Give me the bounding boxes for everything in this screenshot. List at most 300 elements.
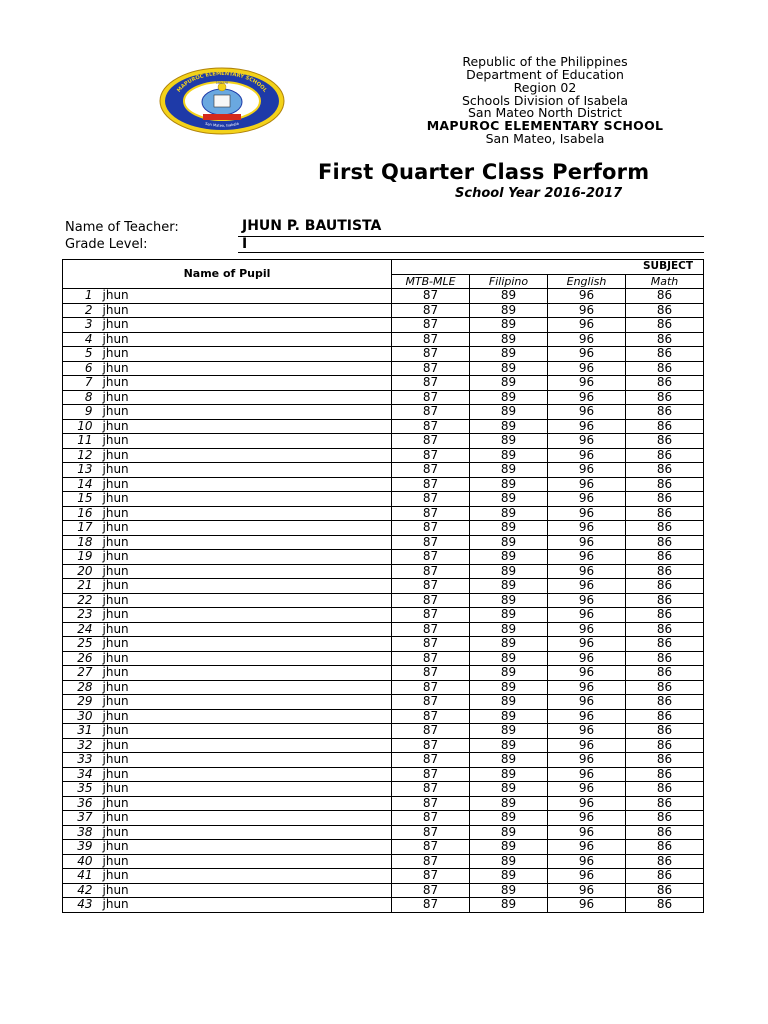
- score-cell: 96: [548, 361, 626, 376]
- row-number: 11: [63, 434, 101, 449]
- score-cell: 86: [626, 289, 704, 304]
- score-cell: 86: [626, 767, 704, 782]
- score-cell: 86: [626, 753, 704, 768]
- table-row: [63, 521, 704, 536]
- score-cell: 89: [470, 753, 548, 768]
- header-town: San Mateo, Isabela: [485, 131, 605, 146]
- table-row: [63, 448, 704, 463]
- subject-column-header: English: [548, 274, 626, 289]
- score-cell: 89: [470, 376, 548, 391]
- table-row: [63, 390, 704, 405]
- seal-ring-text: MAPUROC ELEMENTARY SCHOOL: [176, 70, 268, 94]
- pupil-name: jhun: [101, 535, 392, 550]
- score-cell: 96: [548, 883, 626, 898]
- pupil-name: jhun: [101, 289, 392, 304]
- pupil-name: jhun: [101, 869, 392, 884]
- header-department: Department of Education: [466, 67, 624, 82]
- score-cell: 89: [470, 695, 548, 710]
- score-cell: 87: [392, 521, 470, 536]
- score-cell: 96: [548, 303, 626, 318]
- score-cell: 86: [626, 622, 704, 637]
- score-cell: 96: [548, 477, 626, 492]
- score-cell: 86: [626, 608, 704, 623]
- pupil-name: jhun: [101, 318, 392, 333]
- pupil-name: jhun: [101, 738, 392, 753]
- score-cell: 86: [626, 405, 704, 420]
- row-number: 10: [63, 419, 101, 434]
- name-of-pupil-header: Name of Pupil: [63, 260, 392, 289]
- row-number: 27: [63, 666, 101, 681]
- pupil-name: jhun: [101, 434, 392, 449]
- table-row: [63, 622, 704, 637]
- score-cell: 89: [470, 419, 548, 434]
- score-cell: 86: [626, 564, 704, 579]
- score-cell: 87: [392, 608, 470, 623]
- score-cell: 87: [392, 695, 470, 710]
- table-row: [63, 767, 704, 782]
- table-row: [63, 361, 704, 376]
- table-row: [63, 434, 704, 449]
- score-cell: 96: [548, 680, 626, 695]
- pupil-name: jhun: [101, 463, 392, 478]
- score-cell: 89: [470, 738, 548, 753]
- score-cell: 87: [392, 347, 470, 362]
- row-number: 21: [63, 579, 101, 594]
- score-cell: 87: [392, 390, 470, 405]
- score-cell: 86: [626, 724, 704, 739]
- score-cell: 86: [626, 709, 704, 724]
- score-cell: 87: [392, 332, 470, 347]
- table-row: [63, 608, 704, 623]
- pupil-name: jhun: [101, 854, 392, 869]
- score-cell: 89: [470, 347, 548, 362]
- score-cell: 96: [548, 637, 626, 652]
- pupil-name: jhun: [101, 796, 392, 811]
- score-cell: 87: [392, 303, 470, 318]
- table-row: [63, 637, 704, 652]
- table-row: [63, 463, 704, 478]
- score-cell: 86: [626, 303, 704, 318]
- score-cell: 89: [470, 825, 548, 840]
- score-cell: 87: [392, 738, 470, 753]
- row-number: 16: [63, 506, 101, 521]
- score-cell: 96: [548, 767, 626, 782]
- table-row: [63, 680, 704, 695]
- row-number: 26: [63, 651, 101, 666]
- pupil-name: jhun: [101, 622, 392, 637]
- score-cell: 86: [626, 492, 704, 507]
- score-cell: 89: [470, 448, 548, 463]
- score-cell: 87: [392, 564, 470, 579]
- seal-banner: [203, 114, 241, 120]
- pupil-rows: [63, 289, 704, 913]
- score-cell: 96: [548, 434, 626, 449]
- header-republic: Republic of the Philippines: [462, 54, 628, 69]
- score-cell: 87: [392, 318, 470, 333]
- subject-header: SUBJECT: [392, 260, 704, 275]
- score-cell: 89: [470, 463, 548, 478]
- pupil-name: jhun: [101, 666, 392, 681]
- score-cell: 86: [626, 448, 704, 463]
- school-seal-logo: [158, 67, 286, 135]
- row-number: 31: [63, 724, 101, 739]
- pupil-name: jhun: [101, 608, 392, 623]
- score-cell: 86: [626, 695, 704, 710]
- score-cell: 86: [626, 550, 704, 565]
- score-cell: 89: [470, 535, 548, 550]
- row-number: 13: [63, 463, 101, 478]
- score-cell: 87: [392, 782, 470, 797]
- score-cell: 96: [548, 709, 626, 724]
- score-cell: 86: [626, 318, 704, 333]
- table-row: [63, 898, 704, 913]
- row-number: 14: [63, 477, 101, 492]
- header-region: Region 02: [513, 80, 577, 95]
- score-cell: 86: [626, 840, 704, 855]
- score-cell: 89: [470, 898, 548, 913]
- score-cell: 89: [470, 811, 548, 826]
- table-row: [63, 405, 704, 420]
- pupil-name: jhun: [101, 477, 392, 492]
- score-cell: 89: [470, 579, 548, 594]
- score-cell: 87: [392, 361, 470, 376]
- row-number: 17: [63, 521, 101, 536]
- score-cell: 86: [626, 579, 704, 594]
- score-cell: 89: [470, 637, 548, 652]
- table-row: [63, 419, 704, 434]
- table-row: [63, 593, 704, 608]
- score-cell: 87: [392, 898, 470, 913]
- score-cell: 96: [548, 376, 626, 391]
- score-cell: 86: [626, 506, 704, 521]
- teacher-label: Name of Teacher:: [65, 220, 179, 235]
- score-cell: 86: [626, 419, 704, 434]
- score-cell: 87: [392, 419, 470, 434]
- score-cell: 87: [392, 753, 470, 768]
- row-number: 12: [63, 448, 101, 463]
- table-row: [63, 869, 704, 884]
- score-cell: 87: [392, 767, 470, 782]
- score-cell: 87: [392, 448, 470, 463]
- row-number: 18: [63, 535, 101, 550]
- score-cell: 87: [392, 622, 470, 637]
- table-row: [63, 564, 704, 579]
- table-row: [63, 347, 704, 362]
- header-district: San Mateo North District: [468, 105, 622, 120]
- score-cell: 86: [626, 347, 704, 362]
- grade-underline: [238, 252, 704, 253]
- row-number: 4: [63, 332, 101, 347]
- row-number: 7: [63, 376, 101, 391]
- score-cell: 96: [548, 651, 626, 666]
- seal-id-text: 105770: [215, 81, 229, 85]
- pupil-name: jhun: [101, 593, 392, 608]
- score-cell: 89: [470, 521, 548, 536]
- pupil-name: jhun: [101, 651, 392, 666]
- table-row: [63, 883, 704, 898]
- table-row: [63, 318, 704, 333]
- table-row: [63, 782, 704, 797]
- pupil-name: jhun: [101, 840, 392, 855]
- pupil-name: jhun: [101, 405, 392, 420]
- pupil-name: jhun: [101, 564, 392, 579]
- pupil-name: jhun: [101, 303, 392, 318]
- row-number: 24: [63, 622, 101, 637]
- table-row: [63, 332, 704, 347]
- table-row: [63, 492, 704, 507]
- pupil-name: jhun: [101, 347, 392, 362]
- table-row: [63, 738, 704, 753]
- teacher-underline: [238, 236, 704, 237]
- score-cell: 87: [392, 492, 470, 507]
- row-number: 39: [63, 840, 101, 855]
- table-row: [63, 753, 704, 768]
- row-number: 28: [63, 680, 101, 695]
- score-cell: 89: [470, 840, 548, 855]
- row-number: 3: [63, 318, 101, 333]
- score-cell: 96: [548, 535, 626, 550]
- score-cell: 86: [626, 535, 704, 550]
- score-cell: 96: [548, 825, 626, 840]
- score-cell: 86: [626, 376, 704, 391]
- table-row: [63, 854, 704, 869]
- score-cell: 87: [392, 463, 470, 478]
- score-cell: 96: [548, 419, 626, 434]
- score-cell: 87: [392, 854, 470, 869]
- row-number: 6: [63, 361, 101, 376]
- row-number: 40: [63, 854, 101, 869]
- score-cell: 86: [626, 361, 704, 376]
- row-number: 9: [63, 405, 101, 420]
- score-cell: 96: [548, 898, 626, 913]
- score-cell: 96: [548, 724, 626, 739]
- score-cell: 86: [626, 738, 704, 753]
- pupil-name: jhun: [101, 448, 392, 463]
- score-cell: 86: [626, 666, 704, 681]
- score-cell: 96: [548, 521, 626, 536]
- row-number: 15: [63, 492, 101, 507]
- score-cell: 89: [470, 593, 548, 608]
- score-cell: 86: [626, 883, 704, 898]
- score-cell: 89: [470, 550, 548, 565]
- score-cell: 89: [470, 390, 548, 405]
- score-cell: 96: [548, 622, 626, 637]
- score-cell: 89: [470, 289, 548, 304]
- score-cell: 96: [548, 289, 626, 304]
- score-cell: 89: [470, 477, 548, 492]
- pupil-name: jhun: [101, 637, 392, 652]
- row-number: 38: [63, 825, 101, 840]
- score-cell: 96: [548, 608, 626, 623]
- pupil-name: jhun: [101, 332, 392, 347]
- score-cell: 96: [548, 492, 626, 507]
- score-cell: 86: [626, 782, 704, 797]
- row-number: 20: [63, 564, 101, 579]
- score-cell: 86: [626, 463, 704, 478]
- score-cell: 96: [548, 550, 626, 565]
- score-cell: 96: [548, 738, 626, 753]
- score-cell: 87: [392, 666, 470, 681]
- score-cell: 96: [548, 695, 626, 710]
- score-cell: 87: [392, 840, 470, 855]
- row-number: 1: [63, 289, 101, 304]
- pupil-name: jhun: [101, 550, 392, 565]
- score-cell: 89: [470, 434, 548, 449]
- score-cell: 89: [470, 767, 548, 782]
- score-cell: 86: [626, 825, 704, 840]
- score-cell: 96: [548, 564, 626, 579]
- pupil-name: jhun: [101, 390, 392, 405]
- row-number: 41: [63, 869, 101, 884]
- score-cell: 96: [548, 666, 626, 681]
- row-number: 29: [63, 695, 101, 710]
- table-row: [63, 811, 704, 826]
- score-cell: 96: [548, 318, 626, 333]
- pupil-name: jhun: [101, 695, 392, 710]
- pupil-name: jhun: [101, 898, 392, 913]
- score-cell: 87: [392, 724, 470, 739]
- score-cell: 86: [626, 869, 704, 884]
- score-cell: 96: [548, 811, 626, 826]
- score-cell: 89: [470, 608, 548, 623]
- score-cell: 96: [548, 593, 626, 608]
- score-cell: 87: [392, 477, 470, 492]
- score-cell: 96: [548, 448, 626, 463]
- pupil-name: jhun: [101, 782, 392, 797]
- score-cell: 96: [548, 506, 626, 521]
- row-number: 34: [63, 767, 101, 782]
- score-cell: 87: [392, 506, 470, 521]
- row-number: 35: [63, 782, 101, 797]
- class-performance-table: [62, 259, 704, 913]
- score-cell: 87: [392, 637, 470, 652]
- grade-label: Grade Level:: [65, 237, 148, 252]
- score-cell: 87: [392, 811, 470, 826]
- score-cell: 87: [392, 825, 470, 840]
- seal-bottom-text: San Mateo, Isabela: [204, 121, 240, 128]
- score-cell: 87: [392, 405, 470, 420]
- header-school-name: MAPUROC ELEMENTARY SCHOOL: [426, 118, 664, 133]
- row-number: 8: [63, 390, 101, 405]
- score-cell: 96: [548, 579, 626, 594]
- score-cell: 89: [470, 622, 548, 637]
- score-cell: 86: [626, 637, 704, 652]
- score-cell: 89: [470, 680, 548, 695]
- score-cell: 86: [626, 680, 704, 695]
- row-number: 22: [63, 593, 101, 608]
- row-number: 5: [63, 347, 101, 362]
- row-number: 25: [63, 637, 101, 652]
- score-cell: 87: [392, 376, 470, 391]
- row-number: 42: [63, 883, 101, 898]
- table-row: [63, 651, 704, 666]
- score-cell: 86: [626, 390, 704, 405]
- score-cell: 89: [470, 651, 548, 666]
- pupil-name: jhun: [101, 680, 392, 695]
- table-row: [63, 579, 704, 594]
- score-cell: 89: [470, 492, 548, 507]
- table-row: [63, 289, 704, 304]
- score-cell: 89: [470, 854, 548, 869]
- row-number: 2: [63, 303, 101, 318]
- pupil-name: jhun: [101, 709, 392, 724]
- score-cell: 87: [392, 593, 470, 608]
- row-number: 37: [63, 811, 101, 826]
- pupil-name: jhun: [101, 724, 392, 739]
- row-number: 36: [63, 796, 101, 811]
- score-cell: 96: [548, 405, 626, 420]
- pupil-name: jhun: [101, 767, 392, 782]
- score-cell: 86: [626, 854, 704, 869]
- score-cell: 87: [392, 883, 470, 898]
- score-cell: 96: [548, 463, 626, 478]
- table-row: [63, 724, 704, 739]
- subject-column-header: MTB-MLE: [392, 274, 470, 289]
- subject-column-header: Filipino: [470, 274, 548, 289]
- score-cell: 89: [470, 506, 548, 521]
- table-row: [63, 303, 704, 318]
- table-row: [63, 376, 704, 391]
- score-cell: 89: [470, 303, 548, 318]
- table-row: [63, 666, 704, 681]
- pupil-name: jhun: [101, 521, 392, 536]
- table-row: [63, 840, 704, 855]
- table-row: [63, 695, 704, 710]
- row-number: 19: [63, 550, 101, 565]
- score-cell: 96: [548, 854, 626, 869]
- table-row: [63, 506, 704, 521]
- score-cell: 86: [626, 651, 704, 666]
- score-cell: 89: [470, 782, 548, 797]
- pupil-name: jhun: [101, 883, 392, 898]
- score-cell: 89: [470, 405, 548, 420]
- pupil-name: jhun: [101, 419, 392, 434]
- score-cell: 96: [548, 782, 626, 797]
- score-cell: 87: [392, 434, 470, 449]
- table-row: [63, 535, 704, 550]
- score-cell: 89: [470, 724, 548, 739]
- score-cell: 96: [548, 347, 626, 362]
- score-cell: 87: [392, 709, 470, 724]
- score-cell: 86: [626, 593, 704, 608]
- pupil-name: jhun: [101, 492, 392, 507]
- score-cell: 89: [470, 318, 548, 333]
- row-number: 33: [63, 753, 101, 768]
- table-row: [63, 550, 704, 565]
- pupil-name: jhun: [101, 361, 392, 376]
- row-number: 43: [63, 898, 101, 913]
- pupil-name: jhun: [101, 579, 392, 594]
- score-cell: 86: [626, 477, 704, 492]
- score-cell: 89: [470, 332, 548, 347]
- table-row: [63, 477, 704, 492]
- score-cell: 89: [470, 869, 548, 884]
- subject-column-header: Math: [626, 274, 704, 289]
- score-cell: 89: [470, 361, 548, 376]
- score-cell: 87: [392, 651, 470, 666]
- score-cell: 87: [392, 680, 470, 695]
- score-cell: 96: [548, 840, 626, 855]
- table-row: [63, 709, 704, 724]
- score-cell: 87: [392, 796, 470, 811]
- score-cell: 96: [548, 332, 626, 347]
- score-cell: 86: [626, 521, 704, 536]
- score-cell: 86: [626, 811, 704, 826]
- score-cell: 96: [548, 753, 626, 768]
- school-year: School Year 2016-2017: [455, 186, 623, 201]
- score-cell: 87: [392, 579, 470, 594]
- score-cell: 86: [626, 434, 704, 449]
